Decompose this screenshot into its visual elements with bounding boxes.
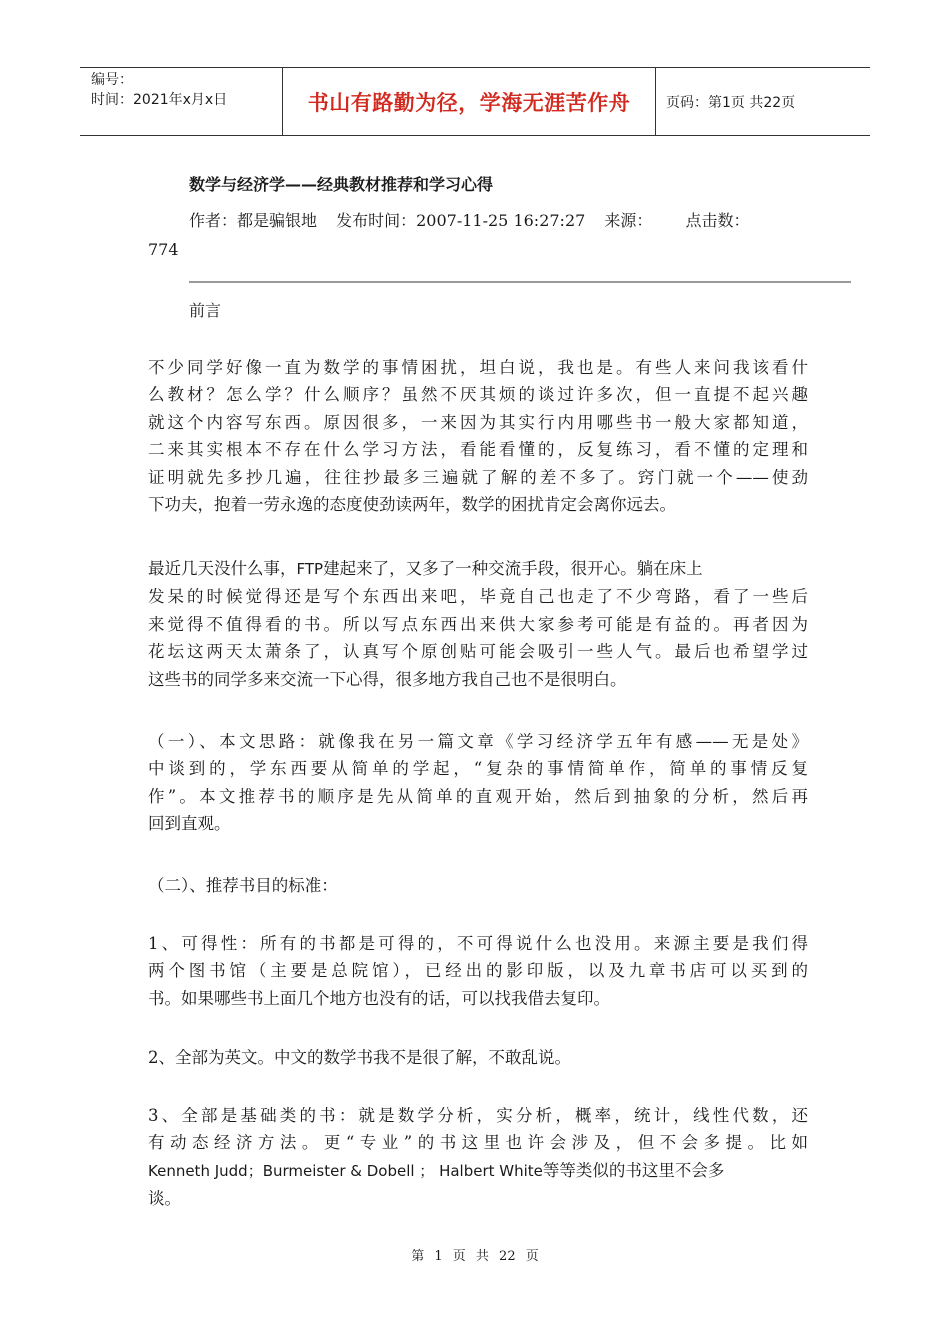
number-label: 编号： [91,72,133,88]
text-line: 不少同学好像一直为数学的事情困扰，坦白说，我也是。有些人来问我该看什 [148,358,808,377]
text-line: 二来其实根本不存在什么学习方法，看能看懂的，反复练习，看不懂的定理和 [148,440,808,460]
text-line: 发呆的时候觉得还是写个东西出来吧，毕竟自己也走了不少弯路，看了一些后 [148,587,808,607]
paragraph-intro [148,354,808,518]
text-line: 1、可得性：所有的书都是可得的，不可得说什么也没用。来源主要是我们得 [148,934,808,953]
text-line: 就这个内容写东西。原因很多，一来因为其实行内用哪些书一般大家都知道， [148,412,808,432]
source: 来源： [604,211,653,230]
text-line: 中谈到的，学东西要从简单的学起，“复杂的事情简单作，简单的事情反复 [148,759,808,779]
text-run: 建起来了，又多了一种交流手段，很开心。躺在床上 [323,559,703,578]
text-line: 谈。 [148,1189,181,1209]
text-line: 3、全部是基础类的书：就是数学分析，实分析，概率，统计，线性代数，还 [148,1106,808,1125]
text-line: （一）、本文思路：就像我在另一篇文章《学习经济学五年有感——无是处》 [148,732,808,751]
text-line: 书。如果哪些书上面几个地方也没有的话，可以找我借去复印。 [148,988,610,1008]
text-line: 下功夫，抱着一劳永逸的态度使劲读两年，数学的困扰肯定会离你远去。 [148,495,676,515]
header-table [80,67,870,136]
article-meta [189,208,764,231]
text-line: 花坛这两天太萧条了，认真写个原创贴可能会吸引一些人气。最后也希望学过 [148,642,808,662]
text-line: 回到直观。 [148,814,231,834]
paragraph-criterion-1 [148,930,808,1012]
text-line: 这些书的同学多来交流一下心得，很多地方我自己也不是很明白。 [148,669,627,689]
paragraph-criterion-3 [148,1102,808,1213]
header-page-info-cell [656,68,870,135]
text-line [148,1157,808,1185]
ftp-term: FTP [296,560,324,578]
page-footer: 第 1 页 共 22 页 [411,1249,539,1264]
book-authors: Kenneth Judd；Burmeister & Dobell ； Halbert White [148,1161,543,1180]
text-line: 有动态经济方法。更“专业”的书这里也许会涉及，但不会多提。比如 [148,1133,808,1153]
preface-heading: 前言 [189,301,222,320]
page-info: 页码：第1页 共22页 [666,94,796,111]
text-line: 两个图书馆（主要是总院馆），已经出的影印版，以及九章书店可以买到的 [148,961,808,981]
motto: 书山有路勤为径，学海无涯苦作舟 [307,90,631,115]
text-line: 作”。本文推荐书的顺序是先从简单的直观开始，然后到抽象的分析，然后再 [148,786,808,806]
clicks-value: 774 [148,240,179,259]
publish-time: 发布时间：2007-11-25 16:27:27 [336,211,586,230]
article-title: 数学与经济学——经典教材推荐和学习心得 [189,175,494,194]
text-line: （二）、推荐书目的标准： [148,876,338,895]
text-run: 最近几天没什么事， [148,559,297,578]
date-label: 时间：2021年x月x日 [91,92,228,108]
divider [189,281,851,283]
text-run: 等等类似的书这里不会多 [542,1160,725,1180]
text-line: 来觉得不值得看的书。所以写点东西出来供大家参考可能是有益的。再者因为 [148,614,808,634]
text-line: 么教材？怎么学？什么顺序？虽然不厌其烦的谈过许多次，但一直提不起兴趣 [148,385,808,405]
text-line [148,555,808,583]
paragraph-criteria-heading [148,872,808,899]
clicks-label: 点击数： [685,211,750,230]
paragraph-motivation [148,555,808,693]
header-left-cell [80,68,282,135]
paragraph-approach [148,728,808,838]
paragraph-criterion-2 [148,1044,808,1071]
text-line: 证明就先多抄几遍，往往抄最多三遍就了解的差不多了。窍门就一个——使劲 [148,467,808,487]
header-motto-cell [282,68,656,135]
text-line: 2、全部为英文。中文的数学书我不是很了解，不敢乱说。 [148,1048,571,1067]
author: 作者：都是骗银地 [189,211,318,230]
